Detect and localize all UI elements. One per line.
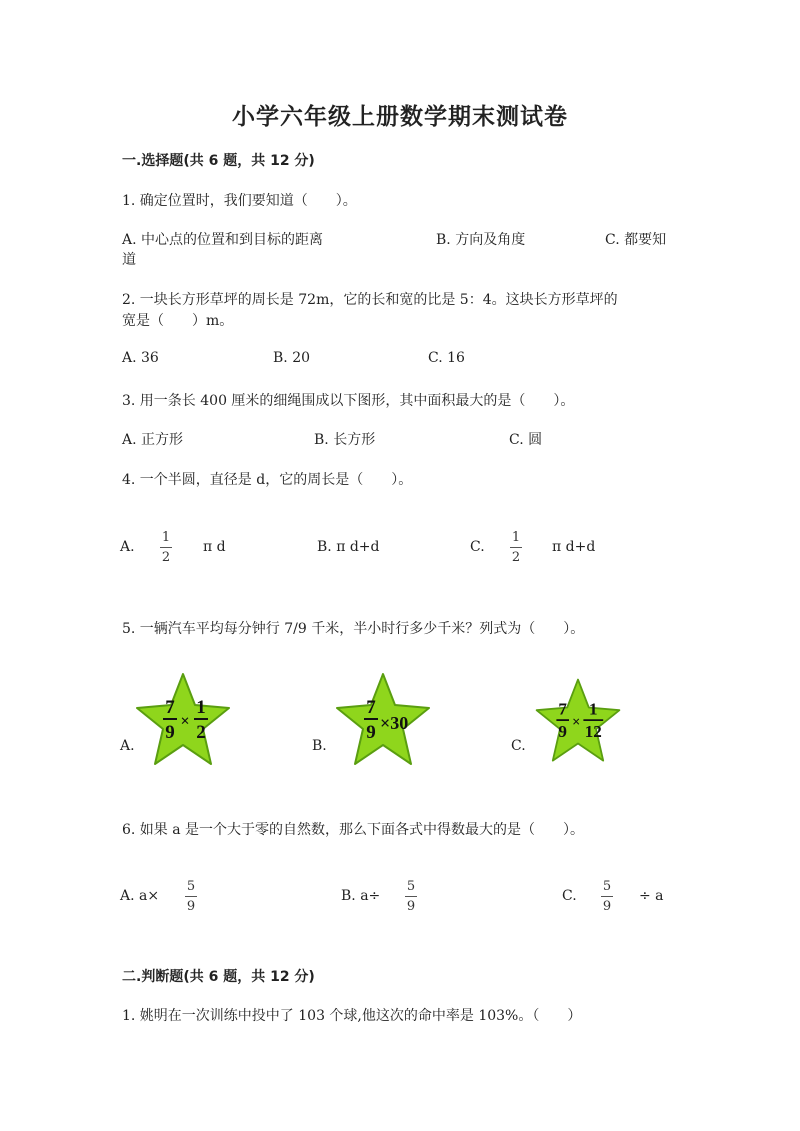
fraction-bar	[185, 896, 197, 897]
question-6-option-a-label: A. a×	[120, 888, 160, 904]
fraction-denominator: 2	[161, 550, 171, 565]
star-a-denominator-1: 9	[165, 722, 175, 743]
fraction-denominator: 9	[406, 899, 416, 914]
question-4-option-a-tail: π d	[203, 539, 226, 555]
question-3-option-b: B. 长方形	[314, 432, 376, 448]
star-a-numerator-2: 1	[196, 697, 206, 718]
judgement-question-1-stem: 1. 姚明在一次训练中投中了 103 个球,他这次的命中率是 103%。（ ）	[122, 1008, 582, 1024]
star-b-denominator: 9	[366, 722, 376, 743]
star-option-c-image	[533, 676, 623, 766]
question-1-option-c: C. 都要知	[605, 232, 667, 248]
fraction-numerator: 1	[511, 530, 521, 545]
question-2-option-a: A. 36	[122, 350, 159, 366]
section-heading-choice: 一.选择题(共 6 题，共 12 分)	[122, 153, 315, 169]
fraction-numerator: 5	[406, 879, 416, 894]
question-1-stem: 1. 确定位置时，我们要知道（ ）。	[122, 193, 357, 209]
star-a-denominator-2: 2	[196, 722, 206, 743]
question-3-option-c: C. 圆	[509, 432, 543, 448]
fraction-denominator: 9	[602, 899, 612, 914]
question-2-option-b: B. 20	[273, 350, 311, 366]
question-1-option-c-wrap: 道	[122, 252, 136, 268]
star-b-numerator: 7	[366, 697, 376, 718]
section-heading-judgement: 二.判断题(共 6 题，共 12 分)	[122, 969, 315, 985]
question-5-option-a-label: A.	[120, 738, 135, 754]
question-4-option-c-fraction	[510, 530, 522, 565]
fraction-numerator: 5	[602, 879, 612, 894]
star-c-operator: ×	[572, 714, 581, 731]
question-6-option-c-fraction	[601, 879, 613, 914]
question-6-option-b-label: B. a÷	[341, 888, 381, 904]
fraction-bar	[510, 547, 522, 548]
question-5-option-b-label: B.	[312, 738, 327, 754]
question-3-stem: 3. 用一条长 400 厘米的细绳围成以下图形，其中面积最大的是（ ）。	[122, 393, 575, 409]
question-4-option-a-fraction	[160, 530, 172, 565]
question-6-option-b-fraction	[405, 879, 417, 914]
fraction-bar	[405, 896, 417, 897]
star-a-numerator-1: 7	[165, 697, 175, 718]
star-c-denominator-2: 12	[584, 722, 602, 742]
question-6-option-a-fraction	[185, 879, 197, 914]
question-6-option-c-label: C.	[562, 888, 577, 904]
fraction-bar	[160, 547, 172, 548]
question-6-stem: 6. 如果 a 是一个大于零的自然数，那么下面各式中得数最大的是（ ）。	[122, 822, 585, 838]
question-4-option-c-label: C.	[470, 539, 485, 555]
question-5-option-c-label: C.	[511, 738, 526, 754]
star-a-operator: ×	[180, 713, 190, 730]
star-c-numerator-2: 1	[589, 699, 598, 719]
question-5-stem: 5. 一辆汽车平均每分钟行 7/9 千米，半小时行多少千米？列式为（ ）。	[122, 621, 585, 637]
question-1-option-b: B. 方向及角度	[436, 232, 526, 248]
star-b-operator: ×30	[380, 713, 409, 733]
question-2-stem-line2: 宽是（ ）m。	[122, 313, 234, 329]
question-4-option-a-label: A.	[120, 539, 135, 555]
fraction-numerator: 1	[161, 530, 171, 545]
question-6-option-c-tail: ÷ a	[639, 888, 664, 904]
star-option-b-image	[333, 670, 433, 770]
question-4-option-b: B. π d+d	[317, 539, 380, 555]
question-3-option-a: A. 正方形	[122, 432, 184, 448]
fraction-denominator: 2	[511, 550, 521, 565]
question-2-option-c: C. 16	[428, 350, 465, 366]
question-4-option-c-tail: π d+d	[552, 539, 596, 555]
star-c-numerator-1: 7	[558, 699, 567, 719]
page-title: 小学六年级上册数学期末测试卷	[232, 103, 568, 130]
star-option-a-image	[133, 670, 233, 770]
star-c-denominator-1: 9	[558, 722, 567, 742]
question-4-stem: 4. 一个半圆，直径是 d，它的周长是（ ）。	[122, 472, 413, 488]
question-1-option-a: A. 中心点的位置和到目标的距离	[122, 232, 324, 248]
fraction-numerator: 5	[186, 879, 196, 894]
fraction-denominator: 9	[186, 899, 196, 914]
fraction-bar	[601, 896, 613, 897]
question-2-stem-line1: 2. 一块长方形草坪的周长是 72m，它的长和宽的比是 5：4。这块长方形草坪的	[122, 292, 618, 308]
